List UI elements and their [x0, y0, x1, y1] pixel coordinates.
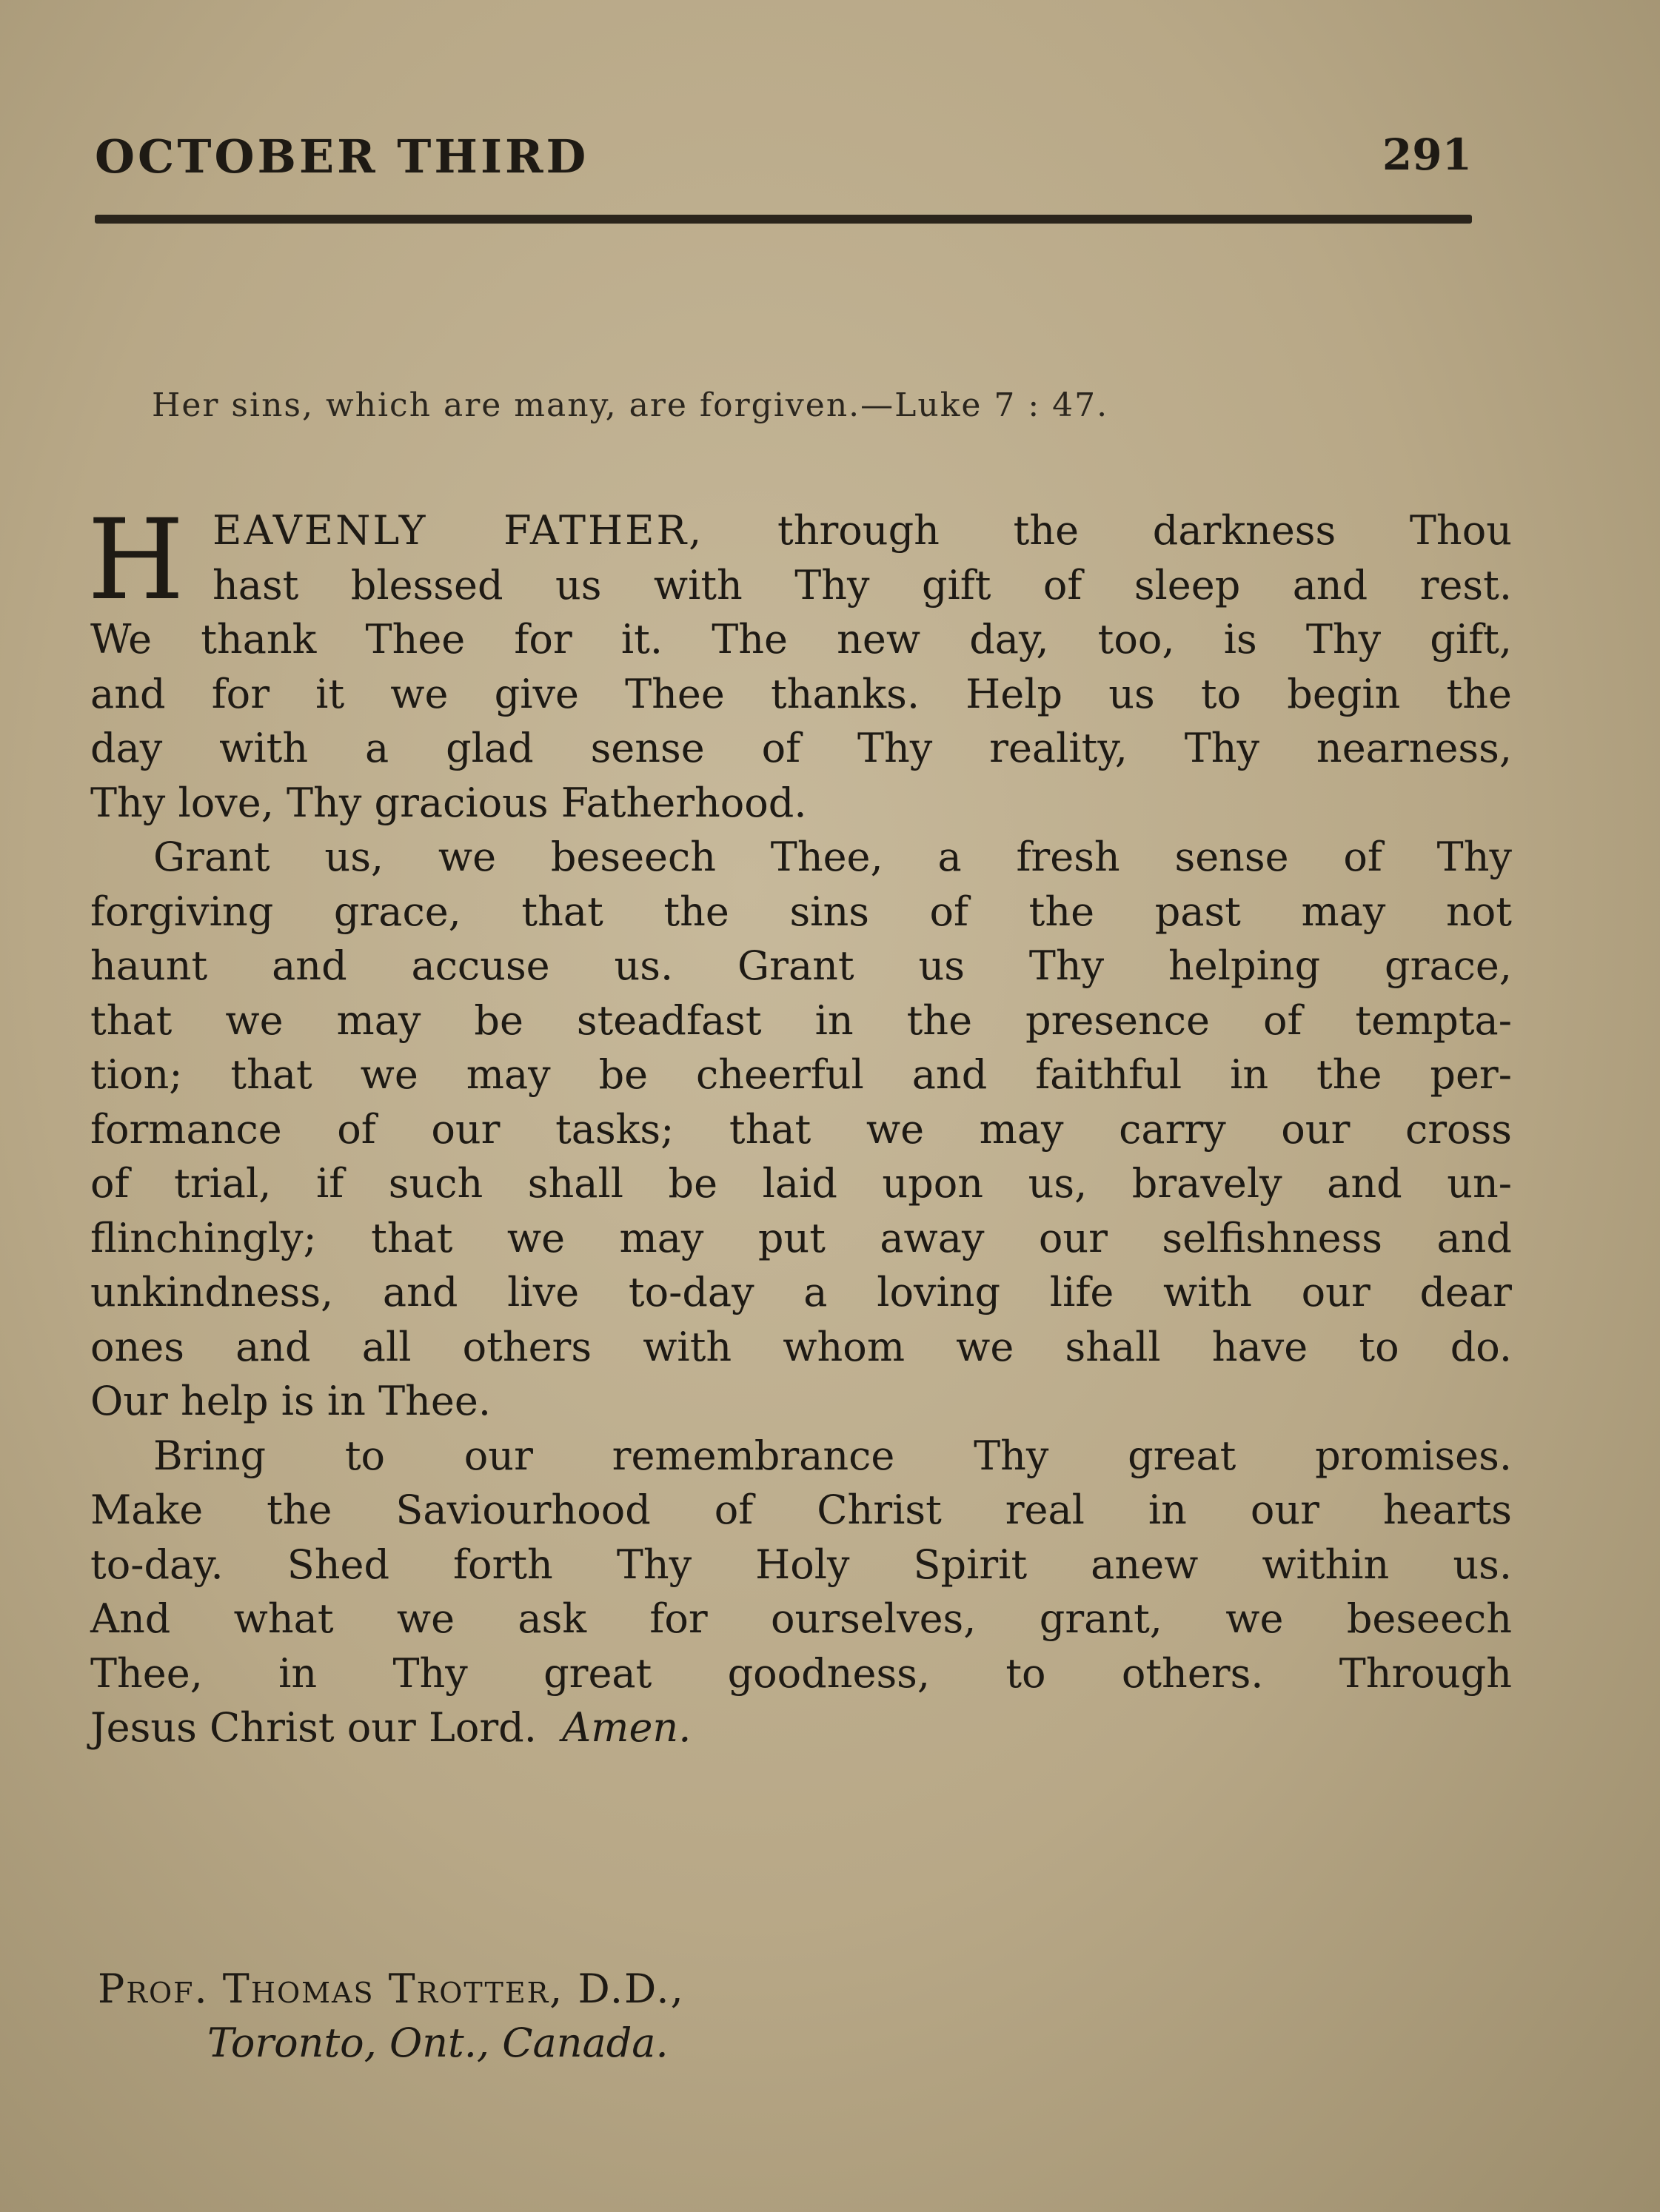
- page-number: 291: [1382, 130, 1472, 180]
- prayer-line: Make the Saviourhood of Christ real in our hearts: [90, 1487, 1512, 1533]
- prayer-line: EAVENLY FATHER, through the darkness Thou: [212, 507, 1512, 554]
- prayer-line: And what we ask for ourselves, grant, we beseech: [90, 1595, 1512, 1642]
- prayer-line: We thank Thee for it. The new day, too, is Thy gift,: [90, 616, 1512, 663]
- prayer-line: unkindness, and live to-day a loving life with our dear: [90, 1269, 1512, 1316]
- drop-cap: H: [87, 496, 184, 625]
- prayer-line: hast blessed us with Thy gift of sleep and rest.: [212, 561, 1512, 609]
- prayer-line: formance of our tasks; that we may carry our cross: [90, 1105, 1512, 1153]
- prayer-opening-words: EAVENLY FATHER,: [212, 507, 704, 554]
- prayer-line: to-day. Shed forth Thy Holy Spirit anew within us.: [90, 1541, 1512, 1588]
- prayer-line: tion; that we may be cheerful and faithful in the per-: [90, 1051, 1512, 1098]
- prayer-closing: Amen.: [562, 1704, 692, 1751]
- prayer-line: that we may be steadfast in the presence of tempta-: [90, 996, 1512, 1044]
- prayer-line: ones and all others with whom we shall have to do.: [90, 1323, 1512, 1370]
- running-title: OCTOBER THIRD: [95, 130, 589, 184]
- header-rule: [95, 215, 1472, 224]
- prayer-line: haunt and accuse us. Grant us Thy helping grace,: [90, 942, 1512, 989]
- prayer-line: and for it we give Thee thanks. Help us to begin the: [90, 670, 1512, 717]
- prayer-line: Bring to our remembrance Thy great promises.: [153, 1432, 1512, 1479]
- author-location: Toronto, Ont., Canada.: [207, 2020, 669, 2066]
- prayer-line: Jesus Christ our Lord. Amen.: [90, 1704, 692, 1751]
- prayer-line: Thy love, Thy gracious Fatherhood.: [90, 779, 807, 826]
- prayer-line: day with a glad sense of Thy reality, Thy nearness,: [90, 725, 1512, 771]
- author-signature: [98, 1965, 986, 2066]
- prayer-line: flinchingly; that we may put away our selfishness and: [90, 1214, 1512, 1261]
- prayer-line: Thee, in Thy great goodness, to others. Through: [90, 1649, 1512, 1697]
- prayer-text: [87, 496, 1512, 1755]
- author-name: Prof. Thomas Trotter, D.D.,: [98, 1965, 685, 2012]
- prayer-line: forgiving grace, that the sins of the past may not: [90, 888, 1512, 935]
- scripture-epigraph: Her sins, which are many, are forgiven.—Luke 7 : 47.: [152, 386, 1109, 424]
- prayer-line: Our help is in Thee.: [90, 1378, 492, 1424]
- prayer-line: of trial, if such shall be laid upon us, bravely and un-: [90, 1160, 1512, 1207]
- prayer-line: Grant us, we beseech Thee, a fresh sense of Thy: [153, 834, 1512, 880]
- page-header: [95, 130, 1472, 189]
